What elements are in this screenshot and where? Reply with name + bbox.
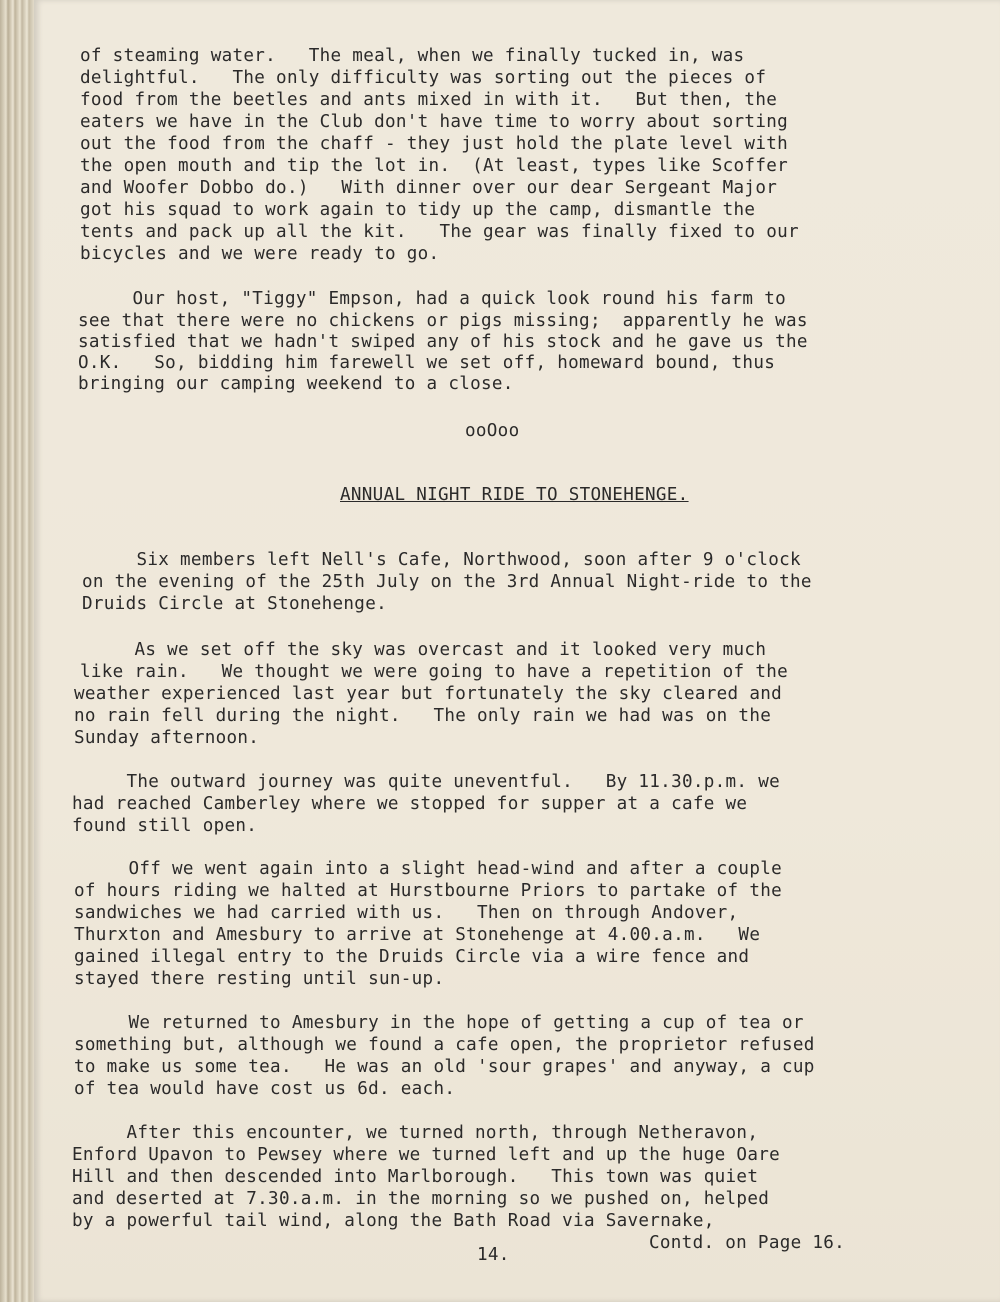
text-line: delightful. The only difficulty was sorting out the pieces of (80, 68, 767, 88)
text-line: of tea would have cost us 6d. each. (74, 1079, 456, 1099)
text-line: see that there were no chickens or pigs missing; apparently he was (78, 311, 808, 331)
text-line: bicycles and we were ready to go. (80, 244, 440, 264)
text-line: gained illegal entry to the Druids Circle via a wire fence and (74, 947, 750, 967)
text-line: stayed there resting until sun-up. (74, 969, 445, 989)
text-line: out the food from the chaff - they just hold the plate level with (80, 134, 789, 154)
text-line: the open mouth and tip the lot in. (At least, types like Scoffer (80, 156, 789, 176)
text-line: Our host, "Tiggy" Empson, had a quick look round his farm to (78, 289, 787, 309)
text-line: The outward journey was quite uneventful. By 11.30.p.m. we (72, 772, 781, 792)
text-line: found still open. (72, 816, 258, 836)
text-line: Thurxton and Amesbury to arrive at Stonehenge at 4.00.a.m. We (74, 925, 761, 945)
text-line: Enford Upavon to Pewsey where we turned left and up the huge Oare (72, 1145, 781, 1165)
typed-text-area (34, 0, 1000, 1302)
text-line: by a powerful tail wind, along the Bath Road via Savernake, (72, 1211, 715, 1231)
text-line: Druids Circle at Stonehenge. (82, 594, 387, 614)
text-line: Sunday afternoon. (74, 728, 260, 748)
section-separator: ooOoo (465, 421, 520, 441)
text-line: As we set off the sky was overcast and it looked very much (80, 640, 767, 660)
text-line: to make us some tea. He was an old 'sour grapes' and anyway, a cup (74, 1057, 815, 1077)
text-line: sandwiches we had carried with us. Then on through Andover, (74, 903, 739, 923)
page-stack-edges (0, 0, 36, 1302)
text-line: like rain. We thought we were going to have a repetition of the (80, 662, 789, 682)
text-line: bringing our camping weekend to a close. (78, 374, 514, 394)
text-line: Six members left Nell's Cafe, Northwood, soon after 9 o'clock (82, 550, 801, 570)
text-line: tents and pack up all the kit. The gear was finally fixed to our (80, 222, 799, 242)
text-line: satisfied that we hadn't swiped any of his stock and he gave us the (78, 332, 808, 352)
text-line: had reached Camberley where we stopped for supper at a cafe we (72, 794, 748, 814)
text-line: eaters we have in the Club don't have time to worry about sorting (80, 112, 789, 132)
text-line: weather experienced last year but fortunately the sky cleared and (74, 684, 783, 704)
text-line: of steaming water. The meal, when we finally tucked in, was (80, 46, 745, 66)
text-line: on the evening of the 25th July on the 3rd Annual Night-ride to the (82, 572, 812, 592)
text-line: Hill and then descended into Marlborough. This town was quiet (72, 1167, 759, 1187)
text-line: something but, although we found a cafe open, the proprietor refused (74, 1035, 815, 1055)
section-heading: ANNUAL NIGHT RIDE TO STONEHENGE. (340, 485, 689, 505)
text-line: We returned to Amesbury in the hope of getting a cup of tea or (74, 1013, 804, 1033)
continuation-note: Contd. on Page 16. (649, 1233, 846, 1253)
text-line: After this encounter, we turned north, through Netheravon, (72, 1123, 759, 1143)
text-line: O.K. So, bidding him farewell we set off, homeward bound, thus (78, 353, 776, 373)
text-line: no rain fell during the night. The only rain we had was on the (74, 706, 772, 726)
text-line: food from the beetles and ants mixed in with it. But then, the (80, 90, 778, 110)
text-line: of hours riding we halted at Hurstbourne Priors to partake of the (74, 881, 783, 901)
text-line: Off we went again into a slight head-wind and after a couple (74, 859, 783, 879)
text-line: and deserted at 7.30.a.m. in the morning so we pushed on, helped (72, 1189, 770, 1209)
page-number: 14. (477, 1245, 510, 1265)
text-line: and Woofer Dobbo do.) With dinner over our dear Sergeant Major (80, 178, 778, 198)
text-line: got his squad to work again to tidy up the camp, dismantle the (80, 200, 756, 220)
typed-page (34, 0, 1000, 1302)
